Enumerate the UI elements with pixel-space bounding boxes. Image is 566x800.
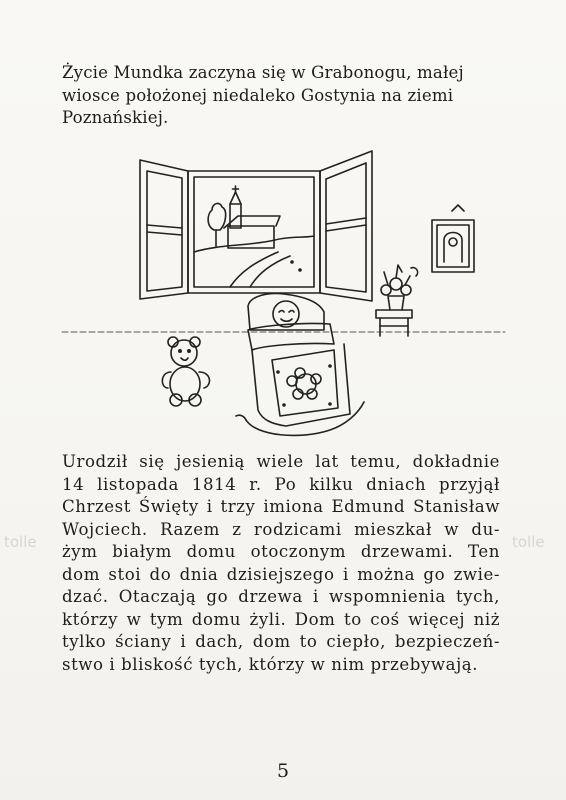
text-line: Poznańskiej. bbox=[62, 108, 169, 127]
text-line: wiosce położonej niedaleko Gostynia na ziemi bbox=[62, 85, 454, 105]
text-line: Życie Mundka zaczyna się w Grabonogu, małej bbox=[62, 63, 464, 82]
text-line: dzać. Otaczają go drzewa i wspomnienia tych, bbox=[62, 587, 500, 606]
text-line: Wojciech. Razem z rodzicami mieszkał w du- bbox=[62, 519, 500, 539]
text-line: Chrzest Święty i trzy imiona Edmund Stanisław bbox=[62, 497, 500, 516]
text-line: którzy w tym domu żyli. Dom to coś więcej niż bbox=[62, 609, 500, 629]
text-line: 14 listopada 1814 r. Po kilku dniach przyjął bbox=[62, 474, 500, 494]
text-line: stwo i bliskość tych, którzy w nim przebywają. bbox=[62, 654, 479, 674]
watermark-left: tolle bbox=[4, 533, 37, 551]
main-paragraph bbox=[62, 451, 500, 676]
text-line: tylko ściany i dach, dom to ciepło, bezpieczeń- bbox=[62, 632, 500, 651]
text-line: dom stoi do dnia dzisiejszego i można go zwie- bbox=[62, 564, 500, 584]
text-line: żym białym domu otoczonym drzewami. Ten bbox=[62, 542, 500, 561]
page-number: 5 bbox=[276, 760, 290, 782]
watermark-right: tolle bbox=[512, 533, 545, 551]
text-line: Urodził się jesienią wiele lat temu, dokładnie bbox=[62, 452, 500, 471]
